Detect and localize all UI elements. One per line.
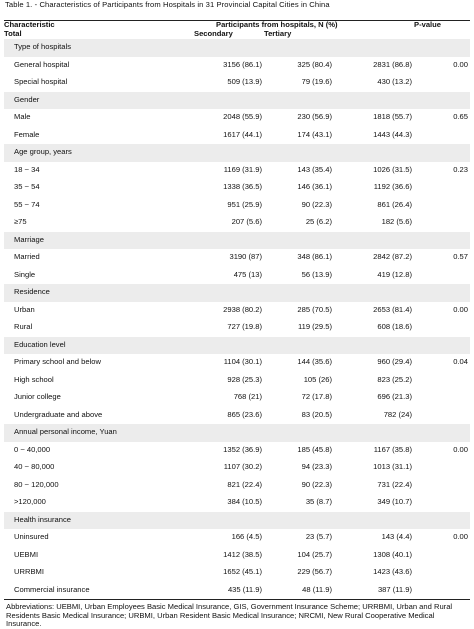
cell-secondary: 48 (11.9)	[264, 582, 334, 600]
cell-pvalue	[414, 197, 470, 215]
cell-total: 1412 (38.5)	[194, 547, 264, 565]
cell-tertiary: 143 (4.4)	[334, 529, 414, 547]
cell-tertiary	[334, 337, 414, 355]
cell-total	[194, 92, 264, 110]
cell-pvalue	[414, 372, 470, 390]
table-row	[4, 529, 470, 547]
cell-pvalue	[414, 337, 470, 355]
cell-tertiary: 349 (10.7)	[334, 494, 414, 512]
cell-tertiary: 731 (22.4)	[334, 477, 414, 495]
cell-total	[194, 232, 264, 250]
header-participants: Participants from hospitals, N (%)	[216, 20, 338, 29]
cell-pvalue	[414, 127, 470, 145]
cell-tertiary: 1423 (43.6)	[334, 564, 414, 582]
table-row	[4, 214, 470, 232]
cell-tertiary: 782 (24)	[334, 407, 414, 425]
cell-pvalue	[414, 494, 470, 512]
cell-secondary: 119 (29.5)	[264, 319, 334, 337]
cell-secondary	[264, 284, 334, 302]
cell-tertiary: 182 (5.6)	[334, 214, 414, 232]
cell-secondary: 94 (23.3)	[264, 459, 334, 477]
cell-pvalue	[414, 389, 470, 407]
table-row	[4, 372, 470, 390]
table-row	[4, 109, 470, 127]
table-row	[4, 57, 470, 75]
cell-total: 1104 (30.1)	[194, 354, 264, 372]
table-row	[4, 407, 470, 425]
row-label: Undergraduate and above	[4, 407, 194, 425]
header-blank	[334, 30, 414, 39]
cell-total: 821 (22.4)	[194, 477, 264, 495]
table-row	[4, 74, 470, 92]
cell-total: 1107 (30.2)	[194, 459, 264, 477]
table-row	[4, 459, 470, 477]
cell-total: 384 (10.5)	[194, 494, 264, 512]
table-row	[4, 477, 470, 495]
cell-tertiary: 1192 (36.6)	[334, 179, 414, 197]
cell-pvalue	[414, 424, 470, 442]
cell-tertiary: 2842 (87.2)	[334, 249, 414, 267]
row-label: >120,000	[4, 494, 194, 512]
table-row	[4, 197, 470, 215]
cell-pvalue: 0.00	[414, 302, 470, 320]
cell-tertiary: 1013 (31.1)	[334, 459, 414, 477]
cell-pvalue	[414, 267, 470, 285]
cell-pvalue: 0.00	[414, 529, 470, 547]
cell-tertiary: 2831 (86.8)	[334, 57, 414, 75]
row-label: UEBMI	[4, 547, 194, 565]
cell-total: 1338 (36.5)	[194, 179, 264, 197]
table-caption: Table 1. - Characteristics of Participants from Hospitals in 31 Provincial Capital Cities in China	[5, 0, 330, 9]
row-label: Marriage	[4, 232, 194, 250]
cell-pvalue	[414, 477, 470, 495]
cell-tertiary: 1167 (35.8)	[334, 442, 414, 460]
cell-pvalue	[414, 319, 470, 337]
cell-secondary: 83 (20.5)	[264, 407, 334, 425]
section-row	[4, 424, 470, 442]
cell-total: 2938 (80.2)	[194, 302, 264, 320]
row-label: Health insurance	[4, 512, 194, 530]
cell-pvalue	[414, 459, 470, 477]
cell-pvalue	[414, 232, 470, 250]
cell-secondary	[264, 232, 334, 250]
cell-total: 1169 (31.9)	[194, 162, 264, 180]
cell-total	[194, 39, 264, 57]
cell-tertiary	[334, 39, 414, 57]
cell-tertiary: 861 (26.4)	[334, 197, 414, 215]
cell-secondary: 348 (86.1)	[264, 249, 334, 267]
cell-total: 166 (4.5)	[194, 529, 264, 547]
cell-tertiary: 608 (18.6)	[334, 319, 414, 337]
row-label: Male	[4, 109, 194, 127]
cell-secondary: 174 (43.1)	[264, 127, 334, 145]
cell-total: 2048 (55.9)	[194, 109, 264, 127]
cell-secondary: 90 (22.3)	[264, 197, 334, 215]
header-blank-p	[414, 30, 470, 39]
cell-total	[194, 284, 264, 302]
row-label: 18 ~ 34	[4, 162, 194, 180]
cell-pvalue	[414, 214, 470, 232]
cell-total: 1617 (44.1)	[194, 127, 264, 145]
cell-total	[194, 424, 264, 442]
cell-total: 727 (19.8)	[194, 319, 264, 337]
header-secondary: Secondary	[194, 29, 233, 38]
row-label: High school	[4, 372, 194, 390]
row-label: 35 ~ 54	[4, 179, 194, 197]
table-row	[4, 302, 470, 320]
section-row	[4, 512, 470, 530]
cell-tertiary: 2653 (81.4)	[334, 302, 414, 320]
row-label: Type of hospitals	[4, 39, 194, 57]
cell-secondary: 143 (35.4)	[264, 162, 334, 180]
row-label: Residence	[4, 284, 194, 302]
cell-secondary: 90 (22.3)	[264, 477, 334, 495]
row-label: ≥75	[4, 214, 194, 232]
row-label: Urban	[4, 302, 194, 320]
cell-total: 768 (21)	[194, 389, 264, 407]
cell-pvalue: 0.00	[414, 57, 470, 75]
section-row	[4, 232, 470, 250]
row-label: Primary school and below	[4, 354, 194, 372]
table-row	[4, 162, 470, 180]
row-label: URRBMI	[4, 564, 194, 582]
cell-tertiary: 1026 (31.5)	[334, 162, 414, 180]
cell-secondary: 144 (35.6)	[264, 354, 334, 372]
cell-pvalue	[414, 407, 470, 425]
cell-pvalue	[414, 92, 470, 110]
cell-pvalue	[414, 547, 470, 565]
cell-tertiary: 960 (29.4)	[334, 354, 414, 372]
cell-pvalue: 0.65	[414, 109, 470, 127]
cell-secondary	[264, 144, 334, 162]
cell-tertiary: 1308 (40.1)	[334, 547, 414, 565]
table-body	[4, 39, 470, 599]
table-row	[4, 494, 470, 512]
table-row	[4, 249, 470, 267]
cell-secondary: 56 (13.9)	[264, 267, 334, 285]
cell-secondary: 229 (56.7)	[264, 564, 334, 582]
cell-tertiary: 696 (21.3)	[334, 389, 414, 407]
cell-secondary: 23 (5.7)	[264, 529, 334, 547]
section-row	[4, 337, 470, 355]
section-row	[4, 144, 470, 162]
row-label: Annual personal income, Yuan	[4, 424, 194, 442]
cell-tertiary	[334, 424, 414, 442]
table-row	[4, 389, 470, 407]
cell-secondary	[264, 337, 334, 355]
row-label: Commercial insurance	[4, 582, 194, 600]
table-row	[4, 582, 470, 600]
header-characteristic: Characteristic	[4, 20, 55, 29]
cell-pvalue	[414, 284, 470, 302]
cell-secondary	[264, 92, 334, 110]
cell-pvalue	[414, 582, 470, 600]
cell-tertiary: 419 (12.8)	[334, 267, 414, 285]
row-label: Uninsured	[4, 529, 194, 547]
row-label: Special hospital	[4, 74, 194, 92]
cell-tertiary: 387 (11.9)	[334, 582, 414, 600]
cell-pvalue: 0.23	[414, 162, 470, 180]
header-total: Total	[4, 29, 22, 38]
cell-total: 509 (13.9)	[194, 74, 264, 92]
table-header	[4, 21, 470, 39]
header-pvalue: P-value	[414, 20, 442, 29]
row-label: Gender	[4, 92, 194, 110]
cell-tertiary	[334, 512, 414, 530]
cell-pvalue	[414, 179, 470, 197]
row-label: Junior college	[4, 389, 194, 407]
cell-secondary: 104 (25.7)	[264, 547, 334, 565]
cell-secondary: 230 (56.9)	[264, 109, 334, 127]
cell-total	[194, 337, 264, 355]
row-label: Female	[4, 127, 194, 145]
cell-total: 3156 (86.1)	[194, 57, 264, 75]
row-label: General hospital	[4, 57, 194, 75]
row-label: Education level	[4, 337, 194, 355]
row-label: Rural	[4, 319, 194, 337]
cell-secondary	[264, 39, 334, 57]
table-row	[4, 547, 470, 565]
cell-total: 865 (23.6)	[194, 407, 264, 425]
cell-total	[194, 512, 264, 530]
cell-total	[194, 144, 264, 162]
cell-secondary: 105 (26)	[264, 372, 334, 390]
table-row	[4, 127, 470, 145]
cell-secondary: 285 (70.5)	[264, 302, 334, 320]
table-row	[4, 442, 470, 460]
cell-secondary: 35 (8.7)	[264, 494, 334, 512]
cell-tertiary	[334, 92, 414, 110]
cell-tertiary: 1443 (44.3)	[334, 127, 414, 145]
table-footnote: Abbreviations: UEBMI, Urban Employees Basic Medical Insurance, GIS, Government Insurance Scheme; URRBMI, Urban and Rural Residents Basic Medical Insurance; URBMI, Urban Resident Basic Medical Insurance; NRCMI, New Rural Cooperative Medical Insurance.	[6, 602, 453, 628]
cell-secondary: 325 (80.4)	[264, 57, 334, 75]
cell-pvalue	[414, 512, 470, 530]
cell-tertiary: 823 (25.2)	[334, 372, 414, 390]
table-row	[4, 354, 470, 372]
cell-total: 3190 (87)	[194, 249, 264, 267]
cell-secondary	[264, 512, 334, 530]
cell-pvalue	[414, 564, 470, 582]
cell-tertiary	[334, 284, 414, 302]
cell-total: 928 (25.3)	[194, 372, 264, 390]
cell-total: 475 (13)	[194, 267, 264, 285]
cell-secondary: 72 (17.8)	[264, 389, 334, 407]
row-label: Married	[4, 249, 194, 267]
cell-total: 951 (25.9)	[194, 197, 264, 215]
row-label: 80 ~ 120,000	[4, 477, 194, 495]
cell-secondary: 185 (45.8)	[264, 442, 334, 460]
row-label: 55 ~ 74	[4, 197, 194, 215]
cell-tertiary: 430 (13.2)	[334, 74, 414, 92]
header-tertiary: Tertiary	[264, 29, 292, 38]
cell-pvalue: 0.04	[414, 354, 470, 372]
row-label: 40 ~ 80,000	[4, 459, 194, 477]
cell-total: 1652 (45.1)	[194, 564, 264, 582]
cell-secondary: 25 (6.2)	[264, 214, 334, 232]
section-row	[4, 39, 470, 57]
row-label: 0 ~ 40,000	[4, 442, 194, 460]
cell-pvalue: 0.00	[414, 442, 470, 460]
cell-tertiary	[334, 232, 414, 250]
table-row	[4, 564, 470, 582]
cell-secondary: 146 (36.1)	[264, 179, 334, 197]
cell-total: 1352 (36.9)	[194, 442, 264, 460]
characteristics-table	[4, 21, 470, 599]
cell-pvalue	[414, 74, 470, 92]
row-label: Single	[4, 267, 194, 285]
cell-tertiary	[334, 144, 414, 162]
table-row	[4, 267, 470, 285]
table-row	[4, 319, 470, 337]
cell-pvalue: 0.57	[414, 249, 470, 267]
section-row	[4, 284, 470, 302]
cell-pvalue	[414, 39, 470, 57]
table-row	[4, 179, 470, 197]
cell-secondary: 79 (19.6)	[264, 74, 334, 92]
cell-secondary	[264, 424, 334, 442]
cell-pvalue	[414, 144, 470, 162]
cell-total: 435 (11.9)	[194, 582, 264, 600]
row-label: Age group, years	[4, 144, 194, 162]
cell-tertiary: 1818 (55.7)	[334, 109, 414, 127]
section-row	[4, 92, 470, 110]
cell-total: 207 (5.6)	[194, 214, 264, 232]
